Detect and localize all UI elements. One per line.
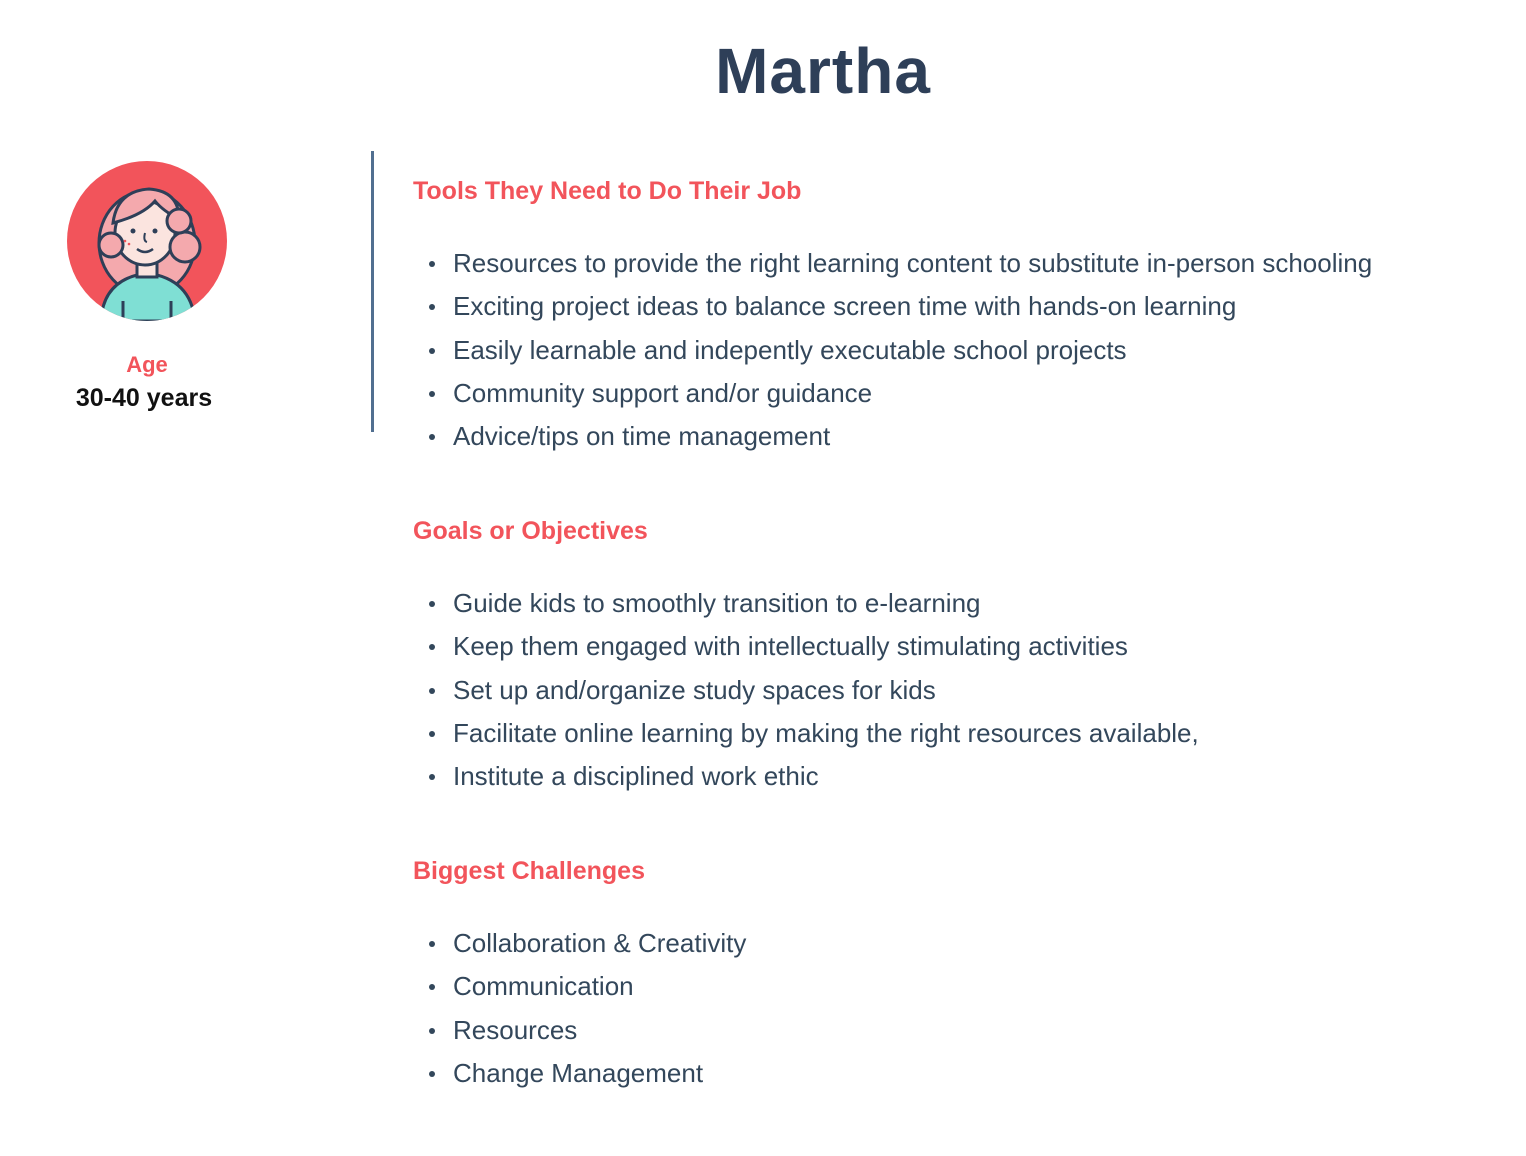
age-value: 30-40 years (75, 384, 213, 412)
list-item (413, 625, 1199, 668)
list-item (413, 329, 1372, 372)
list-item-text: Easily learnable and indepently executable school projects (453, 334, 1127, 365)
section-heading: Biggest Challenges (413, 857, 645, 885)
woman-avatar-icon (67, 161, 227, 321)
list-item-text: Set up and/organize study spaces for kids (453, 674, 936, 705)
persona-name: Martha (715, 35, 931, 107)
bullet-icon (429, 644, 435, 650)
list-item (413, 1009, 746, 1052)
bullet-icon (429, 688, 435, 694)
section-heading: Tools They Need to Do Their Job (413, 177, 802, 205)
list-item-text: Collaboration & Creativity (453, 928, 747, 958)
challenges-list (413, 922, 746, 1095)
section-goals (413, 516, 1199, 798)
list-item (413, 242, 1372, 285)
bullet-icon (429, 731, 435, 737)
list-item-text: Keep them engaged with intellectually stimulating activities (453, 631, 1128, 662)
bullet-icon (429, 1028, 435, 1034)
bullet-icon (429, 984, 435, 990)
bullet-icon (429, 391, 435, 397)
list-item (413, 755, 1199, 798)
bullet-icon (429, 261, 435, 267)
bullet-icon (429, 434, 435, 440)
list-item-text: Institute a disciplined work ethic (453, 761, 819, 792)
list-item (413, 965, 746, 1008)
bullet-icon (429, 774, 435, 780)
list-item-text: Advice/tips on time management (453, 421, 831, 452)
list-item (413, 1052, 746, 1095)
list-item (413, 285, 1372, 328)
list-item (413, 922, 746, 965)
bullet-icon (429, 304, 435, 310)
list-item-text: Change Management (453, 1057, 704, 1088)
list-item (413, 712, 1199, 755)
list-item-text: Exciting project ideas to balance screen time with hands-on learning (453, 291, 1237, 322)
tools-list (413, 242, 1372, 458)
list-item-text: Guide kids to smoothly transition to e-learning (453, 588, 981, 618)
list-item-text: Community support and/or guidance (453, 377, 873, 408)
list-item-text: Facilitate online learning by making the right resources available, (453, 717, 1199, 748)
section-challenges (413, 856, 746, 1095)
list-item (413, 582, 1199, 625)
divider (371, 151, 374, 432)
bullet-icon (429, 1071, 435, 1077)
age-label: Age (126, 352, 168, 377)
section-tools (413, 176, 1372, 458)
bullet-icon (429, 941, 435, 947)
list-item-text: Resources (453, 1014, 578, 1045)
bullet-icon (429, 348, 435, 354)
list-item-text: Communication (453, 971, 634, 1002)
list-item (413, 415, 1372, 458)
goals-list (413, 582, 1199, 798)
list-item (413, 372, 1372, 415)
bullet-icon (429, 601, 435, 607)
section-heading: Goals or Objectives (413, 517, 648, 545)
list-item (413, 669, 1199, 712)
list-item-text: Resources to provide the right learning content to substitute in-person schooling (453, 248, 1373, 278)
